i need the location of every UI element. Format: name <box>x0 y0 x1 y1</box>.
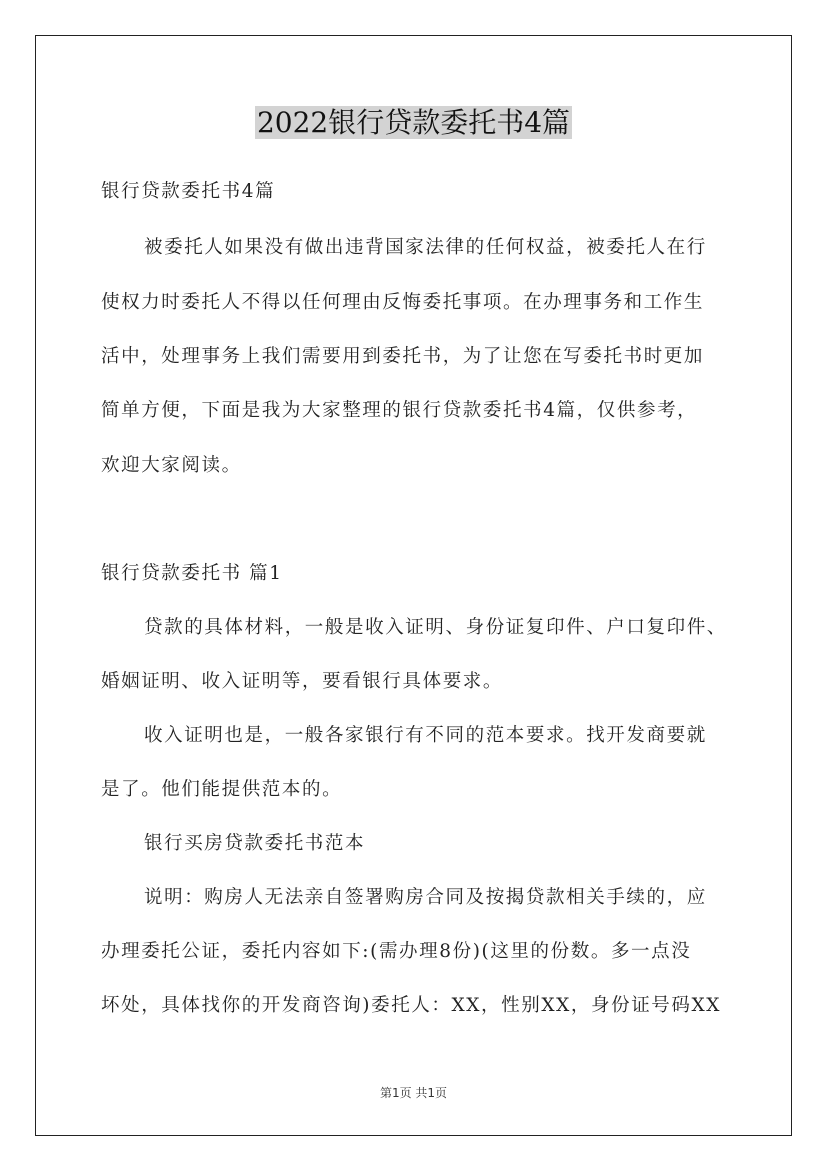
paragraph-line: 办理委托公证，委托内容如下:(需办理8份)(这里的份数。多一点没 <box>101 941 692 962</box>
section-heading: 银行贷款委托书 篇1 <box>101 563 283 584</box>
paragraph-line: 简单方便，下面是我为大家整理的银行贷款委托书4篇，仅供参考， <box>101 400 698 421</box>
paragraph-line: 婚姻证明、收入证明等，要看银行具体要求。 <box>101 671 504 692</box>
paragraph-line: 活中，处理事务上我们需要用到委托书，为了让您在写委托书时更加 <box>101 346 705 367</box>
paragraph-line: 是了。他们能提供范本的。 <box>101 779 343 800</box>
paragraph-line: 被委托人如果没有做出违背国家法律的任何权益，被委托人在行 <box>144 237 707 258</box>
paragraph-line: 收入证明也是，一般各家银行有不同的范本要求。找开发商要就 <box>144 725 707 746</box>
paragraph-line: 坏处，具体找你的开发商咨询)委托人：XX，性别XX，身份证号码XX <box>101 995 722 1016</box>
subsection-heading: 银行买房贷款委托书范本 <box>144 833 366 854</box>
intro-heading: 银行贷款委托书4篇 <box>101 181 276 202</box>
paragraph-line: 使权力时委托人不得以任何理由反悔委托事项。在办理事务和工作生 <box>101 292 705 313</box>
paragraph-line: 说明：购房人无法亲自签署购房合同及按揭贷款相关手续的，应 <box>144 887 707 908</box>
paragraph-line: 欢迎大家阅读。 <box>101 455 242 476</box>
paragraph-line: 贷款的具体材料，一般是收入证明、身份证复印件、户口复印件、 <box>144 617 727 638</box>
page-number: 第1页 共1页 <box>379 1086 448 1100</box>
document-title: 2022银行贷款委托书4篇 <box>256 106 571 139</box>
